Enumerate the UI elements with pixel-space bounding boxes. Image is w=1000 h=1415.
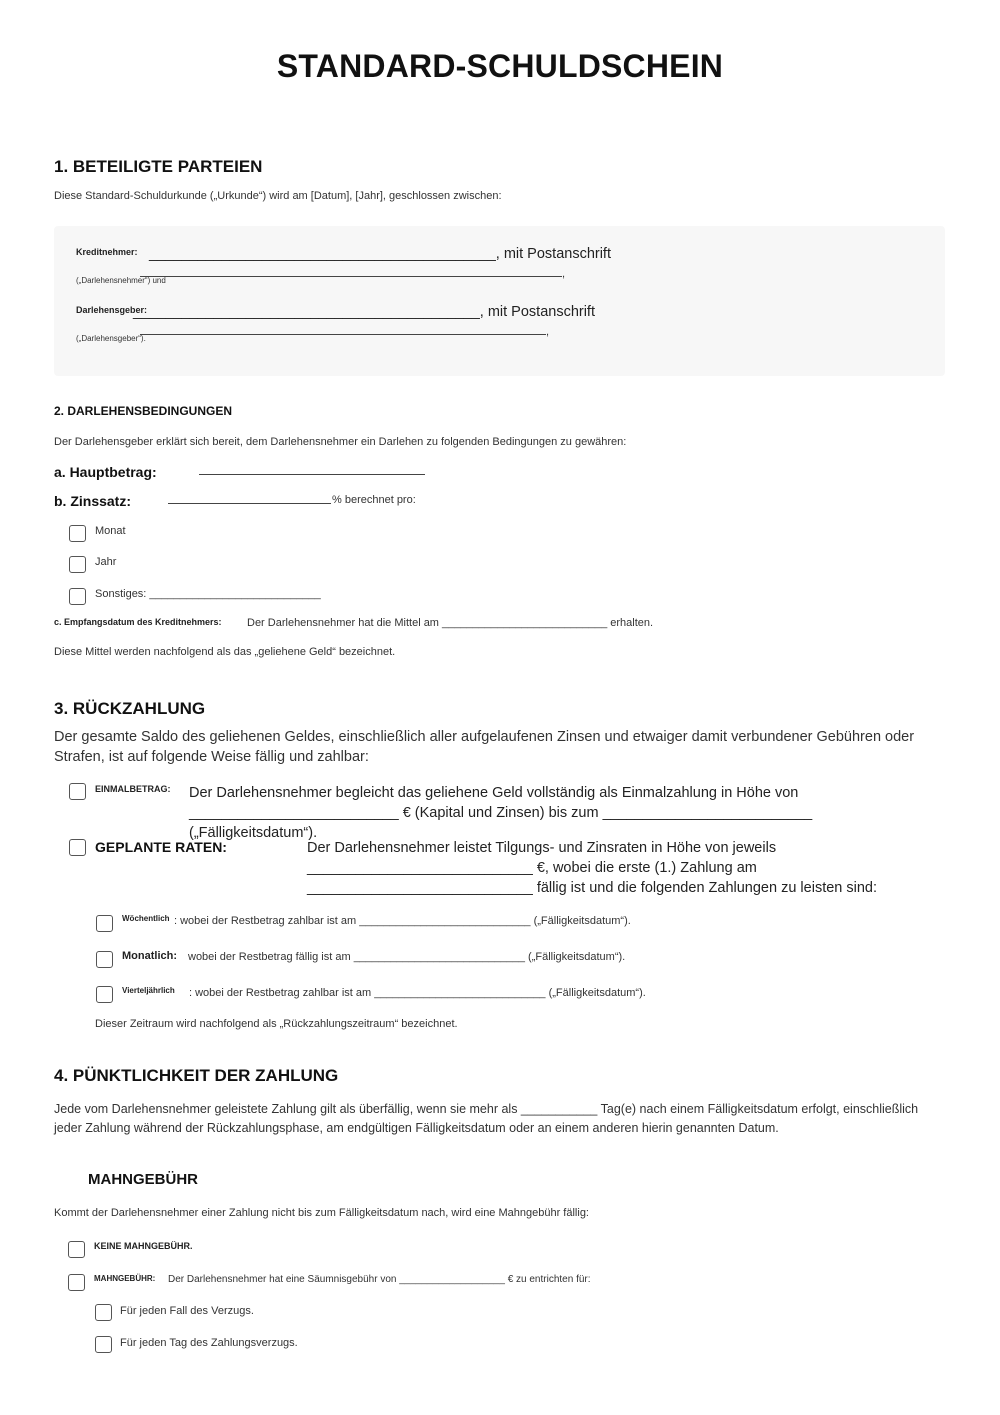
lump-sum-line-2[interactable]: __________________________ € (Kapital und Zinsen) bis zum __________________________ [189,805,813,821]
quarterly-text[interactable]: : wobei der Restbetrag zahlbar ist am ____________________________ („Fälligkeitsdatum“). [189,987,646,999]
borrowed-money-note: Diese Mittel werden nachfolgend als das „geliehene Geld“ bezeichnet. [54,646,396,658]
weekly-text[interactable]: : wobei der Restbetrag zahlbar ist am ____________________________ („Fälligkeitsdatum“). [174,915,631,927]
section-1-heading: 1. BETEILIGTE PARTEIEN [54,157,263,176]
monthly-text[interactable]: wobei der Restbetrag fällig ist am ____________________________ („Fälligkeitsdatum“). [188,951,626,963]
borrower-note: („Darlehensnehmer“) und [76,276,166,285]
year-label: Jahr [95,556,117,568]
lender-label: Darlehensgeber: [76,305,148,315]
planned-line-3[interactable]: ____________________________ fällig ist und die folgenden Zahlungen zu leisten sind: [307,880,878,896]
borrower-name-field[interactable]: ___________________________________________, mit Postanschrift [149,246,611,262]
principal-field[interactable] [199,474,425,475]
quarterly-checkbox[interactable] [96,986,113,1003]
weekly-label: Wöchentlich [122,914,170,923]
late-fee-checkbox[interactable] [68,1274,85,1291]
section-1-intro: Diese Standard-Schuldurkunde („Urkunde“) wird am [Datum], [Jahr], geschlossen zwischen: [54,190,502,202]
section-3-heading: 3. RÜCKZAHLUNG [54,699,206,718]
monthly-checkbox[interactable] [96,951,113,968]
rate-label: b. Zinssatz: [54,493,132,509]
lump-sum-line-1: Der Darlehensnehmer begleicht das geliehene Geld vollständig als Einmalzahlung in Höhe von [189,785,799,801]
rate-field[interactable] [168,503,331,504]
principal-label: a. Hauptbetrag: [54,464,157,480]
per-day-label: Für jeden Tag des Zahlungsverzugs. [120,1337,298,1349]
lump-sum-label: EINMALBETRAG: [95,784,171,794]
late-fee-heading: MAHNGEBÜHR [88,1171,198,1188]
lender-address-line[interactable] [140,334,546,335]
borrower-label: Kreditnehmer: [76,247,138,257]
late-fee-label: MAHNGEBÜHR: [94,1274,156,1283]
other-label[interactable]: Sonstiges: ____________________________ [95,588,321,600]
month-label: Monat [95,525,126,537]
lender-note: („Darlehensgeber“). [76,334,146,343]
borrower-address-line[interactable] [140,276,562,277]
year-checkbox[interactable] [69,556,86,573]
monthly-label: Monatlich: [122,950,177,962]
lump-sum-line-3: („Fälligkeitsdatum“). [189,825,318,841]
weekly-checkbox[interactable] [96,915,113,932]
late-fee-intro: Kommt der Darlehensnehmer einer Zahlung nicht bis zum Fälligkeitsdatum nach, wird eine Mahngebühr fällig: [54,1207,589,1219]
lump-sum-checkbox[interactable] [69,783,86,800]
per-day-checkbox[interactable] [95,1336,112,1353]
late-fee-text[interactable]: Der Darlehensnehmer hat eine Säumnisgebühr von ___________________ € zu entrichten für: [168,1274,591,1285]
other-checkbox[interactable] [69,588,86,605]
lender-name-field[interactable]: ___________________________________________, mit Postanschrift [133,304,595,320]
no-late-fee-checkbox[interactable] [68,1241,85,1258]
month-checkbox[interactable] [69,525,86,542]
document-title: STANDARD-SCHULDSCHEIN [276,48,724,84]
section-2-heading: 2. DARLEHENSBEDINGUNGEN [54,404,233,418]
borrower-address-comma: , [562,268,566,280]
per-default-checkbox[interactable] [95,1304,112,1321]
quarterly-label: Vierteljährlich [122,986,175,995]
planned-installments-checkbox[interactable] [69,839,86,856]
per-default-label: Für jeden Fall des Verzugs. [120,1305,254,1317]
receipt-label: c. Empfangsdatum des Kreditnehmers: [54,617,222,627]
section-3-intro: Der gesamte Saldo des geliehenen Geldes, einschließlich aller aufgelaufenen Zinsen und etwaiger damit verbundener Gebühren oder Strafen, ist auf folgende Weise fällig und zahlbar: [54,729,915,765]
no-late-fee-label: KEINE MAHNGEBÜHR. [94,1241,193,1251]
lender-address-comma: , [546,326,550,338]
section-2-intro: Der Darlehensgeber erklärt sich bereit, dem Darlehensnehmer ein Darlehen zu folgenden Bedingungen zu gewähren: [54,436,627,448]
rate-suffix: % berechnet pro: [332,494,416,506]
section-4-heading: 4. PÜNKTLICHKEIT DER ZAHLUNG [54,1066,339,1085]
planned-line-1: Der Darlehensnehmer leistet Tilgungs- und Zinsraten in Höhe von jeweils [307,840,777,856]
repayment-period-note: Dieser Zeitraum wird nachfolgend als „Rückzahlungszeitraum“ bezeichnet. [95,1018,458,1030]
planned-installments-label: GEPLANTE RATEN: [95,839,227,855]
receipt-text[interactable]: Der Darlehensnehmer hat die Mittel am ___________________________ erhalten. [247,617,654,629]
planned-line-2[interactable]: ____________________________ €, wobei die erste (1.) Zahlung am [307,860,757,876]
section-4-text: Jede vom Darlehensnehmer geleistete Zahlung gilt als überfällig, wenn sie mehr als ___________ Tag(e) nach einem Fälligkeitsdatum erfolgt, einschließlich jeder Zahlung während der Rückzahlungsphase, am endgültigen Fälligkeitsdatum oder an einem anderen hierin genannten Datum. [54,1102,919,1135]
